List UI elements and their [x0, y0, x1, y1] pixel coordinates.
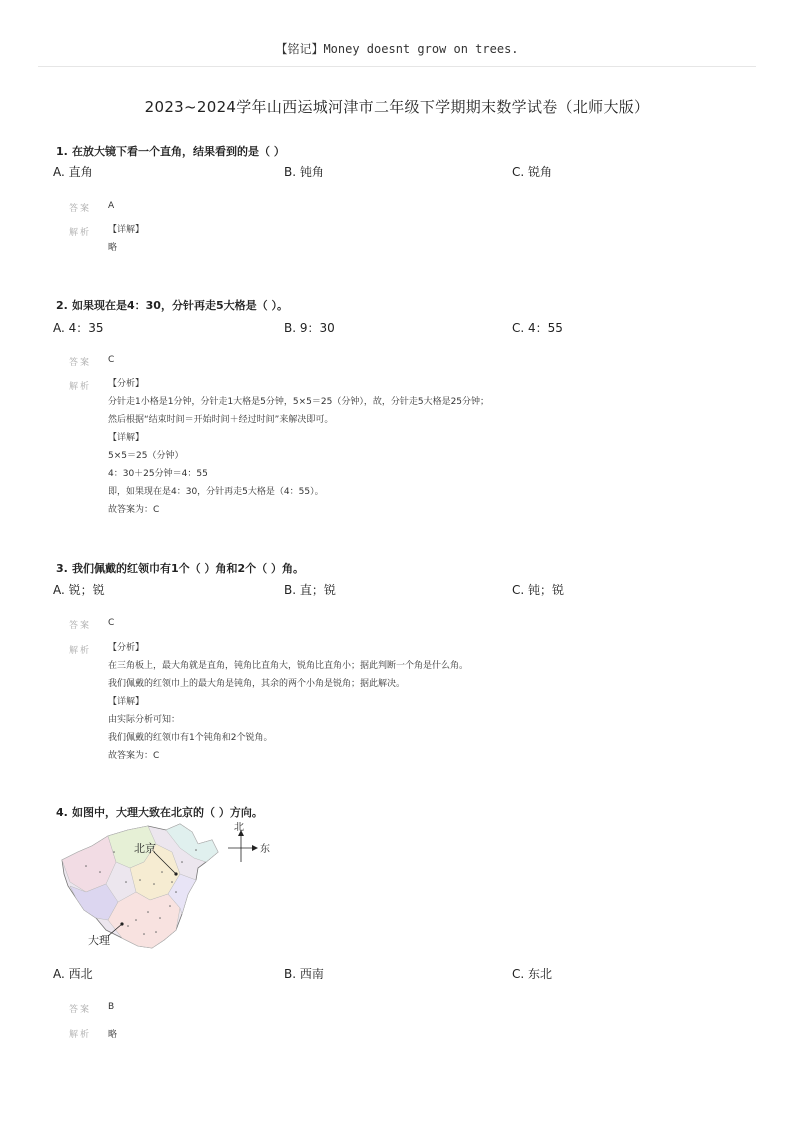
header-divider: [38, 66, 756, 67]
analysis-label: 解析: [69, 1030, 92, 1040]
answer-label: 答案: [69, 204, 92, 214]
page-title: 2023~2024学年山西运城河津市二年级下学期期末数学试卷（北师大版）: [144, 98, 650, 116]
option-c[interactable]: C. 钝；锐: [512, 583, 565, 597]
answer-label: 答案: [69, 621, 92, 631]
analysis-label: 解析: [69, 646, 92, 656]
option-c[interactable]: C. 东北: [512, 967, 553, 981]
option-c[interactable]: C. 锐角: [512, 165, 553, 179]
answer-label: 答案: [69, 1005, 92, 1015]
option-a[interactable]: A. 西北: [53, 967, 93, 981]
question-stem: 1. 在放大镜下看一个直角，结果看到的是（ ）: [56, 145, 285, 158]
option-a[interactable]: A. 4：35: [53, 321, 104, 335]
option-b[interactable]: B. 西南: [284, 967, 324, 981]
question-stem: 3. 我们佩戴的红领巾有1个（ ）角和2个（ ）角。: [56, 562, 304, 575]
answer-value: C: [108, 355, 115, 365]
option-c[interactable]: C. 4：55: [512, 321, 563, 335]
analysis-label: 解析: [69, 382, 92, 392]
question-stem: 2. 如果现在是4：30，分针再走5大格是（ ）。: [56, 299, 288, 312]
beijing-label: 北京: [134, 842, 156, 855]
answer-value: B: [108, 1002, 115, 1012]
question-stem: 4. 如图中，大理大致在北京的（ ）方向。: [56, 806, 263, 819]
dali-marker: [120, 922, 123, 925]
analysis-label: 解析: [69, 228, 92, 238]
analysis-text: 【详解】 略: [108, 225, 145, 253]
dali-label: 大理: [88, 934, 110, 947]
compass-east-arrow-icon: [252, 845, 258, 851]
option-b[interactable]: B. 钝角: [284, 165, 324, 179]
option-b[interactable]: B. 直；锐: [284, 583, 336, 597]
analysis-text: 【分析】 在三角板上，最大角就是直角，钝角比直角大，锐角比直角小；据此判断一个角是什么角。 我们佩戴的红领巾上的最大角是钝角，其余的两个小角是锐角；据此解决。 【详解】 由实际分析可知： 我们佩戴的红领巾有1个钝角和2个锐角。 故答案为：C: [108, 643, 469, 761]
answer-label: 答案: [69, 358, 92, 368]
beijing-marker: [174, 872, 177, 875]
header-motto: 【铭记】Money doesnt grow on trees.: [275, 42, 519, 56]
compass-east-label: 东: [260, 844, 270, 855]
analysis-text: 【分析】 分针走1小格是1分钟，分针走1大格是5分钟，5×5＝25（分钟），故，分针走5大格是25分钟； 然后根据“结束时间＝开始时间＋经过时间”来解决即可。 【详解】 5×5＝25（分钟） 4：30＋25分钟＝4：55 即，如果现在是4：30，分针再走5大格是（4：55）。 故答案为：C: [108, 379, 490, 515]
answer-value: C: [108, 618, 115, 628]
analysis-text: 略: [108, 1030, 118, 1040]
compass-north-label: 北: [234, 822, 244, 833]
answer-value: A: [108, 201, 115, 211]
option-b[interactable]: B. 9：30: [284, 321, 335, 335]
option-a[interactable]: A. 直角: [53, 165, 93, 179]
option-a[interactable]: A. 锐；锐: [53, 583, 105, 597]
china-map-figure: [56, 822, 276, 954]
